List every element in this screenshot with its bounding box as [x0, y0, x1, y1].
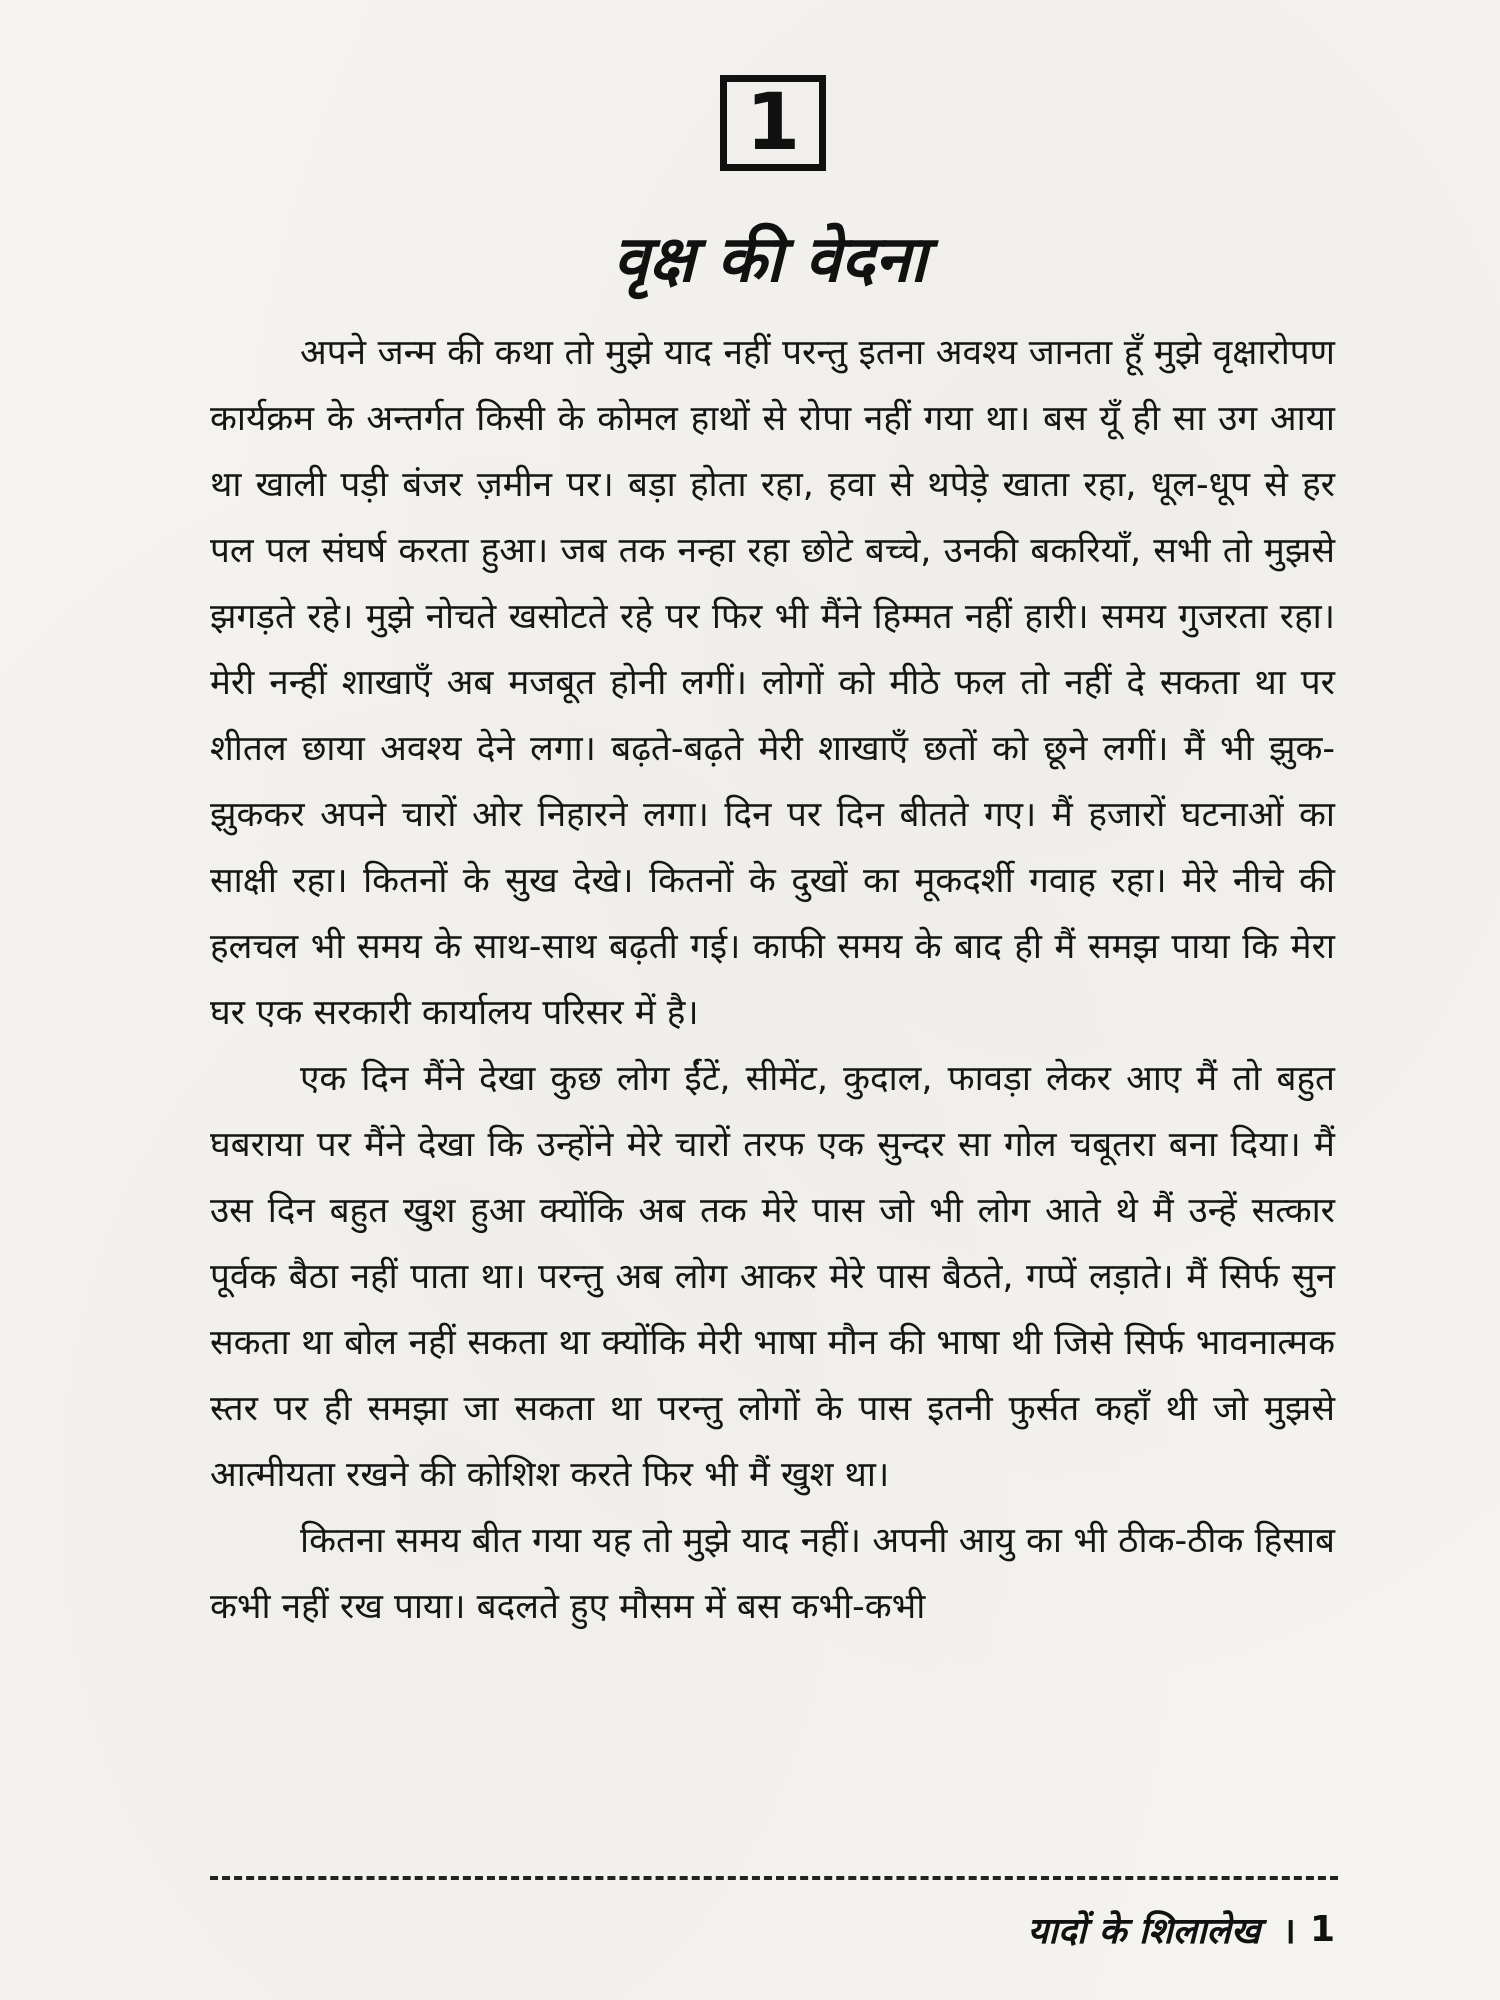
paragraph-3: कितना समय बीत गया यह तो मुझे याद नहीं। अपनी आयु का भी ठीक-ठीक हिसाब कभी नहीं रख पाया। बदलते हुए मौसम में बस कभी-कभी — [210, 1521, 1335, 1627]
chapter-number-box — [720, 75, 826, 171]
page-footer — [1028, 1905, 1335, 1954]
chapter-body — [210, 320, 1335, 1640]
footer-book-title: यादों के शिलालेख — [1027, 1911, 1261, 1952]
footer-divider — [210, 1876, 1338, 1880]
page-number: 1 — [1309, 1909, 1335, 1950]
footer-separator: । — [1282, 1911, 1296, 1952]
chapter-title: वृक्ष की वेदना — [613, 223, 927, 297]
paragraph-2: एक दिन मैंने देखा कुछ लोग ईंटें, सीमेंट, कुदाल, फावड़ा लेकर आए मैं तो बहुत घबराया पर मैंने देखा कि उन्होंने मेरे चारों तरफ एक सुन्दर सा गोल चबूतरा बना दिया। मैं उस दिन बहुत खुश हुआ क्योंकि अब तक मेरे पास जो भी लोग आते थे मैं उन्हें सत्कार पूर्वक बैठा नहीं पाता था। परन्तु अब लोग आकर मेरे पास बैठते, गप्पें लड़ाते। मैं सिर्फ सुन सकता था बोल नहीं सकता था क्योंकि मेरी भाषा मौन की भाषा थी जिसे सिर्फ भावनात्मक स्तर पर ही समझा जा सकता था परन्तु लोगों के पास इतनी फुर्सत कहाँ थी जो मुझसे आत्मीयता रखने की कोशिश करते फिर भी मैं खुश था। — [210, 1059, 1335, 1495]
chapter-number: 1 — [745, 78, 801, 168]
paragraph-1: अपने जन्म की कथा तो मुझे याद नहीं परन्तु इतना अवश्य जानता हूँ मुझे वृक्षारोपण कार्यक्रम के अन्तर्गत किसी के कोमल हाथों से रोपा नहीं गया था। बस यूँ ही सा उग आया था खाली पड़ी बंजर ज़मीन पर। बड़ा होता रहा, हवा से थपेड़े खाता रहा, धूल-धूप से हर पल पल संघर्ष करता हुआ। जब तक नन्हा रहा छोटे बच्चे, उनकी बकरियाँ, सभी तो मुझसे झगड़ते रहे। मुझे नोचते खसोटते रहे पर फिर भी मैंने हिम्मत नहीं हारी। समय गुजरता रहा। मेरी नन्हीं शाखाएँ अब मजबूत होनी लगीं। लोगों को मीठे फल तो नहीं दे सकता था पर शीतल छाया अवश्य देने लगा। बढ़ते-बढ़ते मेरी शाखाएँ छतों को छूने लगीं। मैं भी झुक-झुककर अपने चारों ओर निहारने लगा। दिन पर दिन बीतते गए। मैं हजारों घटनाओं का साक्षी रहा। कितनों के सुख देखे। कितनों के दुखों का मूकदर्शी गवाह रहा। मेरे नीचे की हलचल भी समय के साथ-साथ बढ़ती गई। काफी समय के बाद ही मैं समझ पाया कि मेरा घर एक सरकारी कार्यालय परिसर में है। — [210, 333, 1335, 1033]
